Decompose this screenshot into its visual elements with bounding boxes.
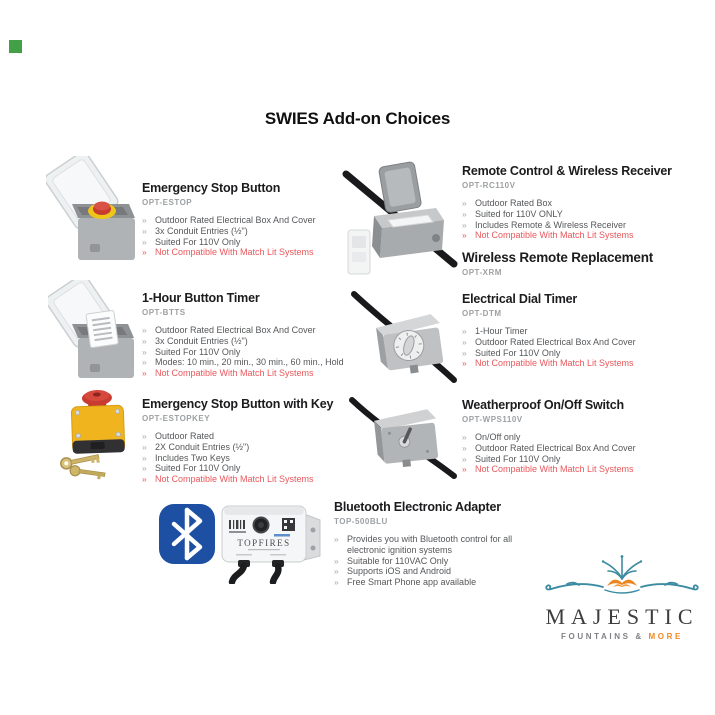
feature-text: Suited For 110V Only: [155, 236, 241, 247]
feature-item: [334, 577, 546, 588]
product-bluetooth-adapter: [334, 500, 546, 588]
product-weatherproof-switch: [462, 398, 707, 475]
product-dial-timer: [462, 292, 707, 369]
product-features: [142, 325, 352, 379]
bullet-marker: »: [334, 566, 339, 577]
bullet-marker: »: [462, 347, 467, 358]
bullet-marker: »: [142, 357, 147, 368]
estop-product-image: [46, 156, 141, 266]
feature-text: Not Compatible With Match Lit Systems: [475, 464, 634, 475]
feature-text: Outdoor Rated: [155, 431, 215, 441]
brand-logo: [538, 554, 706, 641]
bullet-marker: »: [462, 230, 467, 241]
bullet-marker: »: [142, 441, 147, 452]
bluetooth-icon: [158, 503, 216, 570]
adapter-product-image: [216, 494, 328, 584]
feature-item-warning: [142, 474, 352, 485]
product-model: OPT-BTTS: [142, 308, 186, 317]
feature-item: [462, 348, 707, 359]
bullet-marker: »: [142, 431, 147, 441]
bullet-marker: »: [462, 198, 467, 208]
feature-item: [462, 432, 707, 443]
button-timer-image: [48, 280, 140, 385]
bullet-marker: »: [462, 336, 467, 347]
product-title: Weatherproof On/Off Switch: [462, 398, 624, 412]
remote-receiver-image: [340, 158, 460, 285]
feature-item: [142, 237, 347, 248]
feature-text: Includes Remote & Wireless Receiver: [475, 219, 627, 230]
product-model: OPT-XRM: [462, 268, 502, 278]
product-features: [462, 198, 707, 241]
feature-item: [462, 454, 707, 465]
product-features: [142, 431, 352, 485]
wps-product-image: [346, 392, 458, 484]
feature-text: Suited For 110V Only: [475, 347, 561, 358]
estop-key-product-image: [52, 388, 137, 480]
product-button-timer: [142, 291, 352, 379]
feature-item: [142, 463, 352, 474]
product-features: [142, 215, 347, 258]
bullet-marker: »: [142, 346, 147, 357]
product-title: Remote Control & Wireless Receiver: [462, 164, 672, 178]
feature-item: [142, 226, 347, 237]
logo-tagline: [538, 632, 706, 641]
product-model: OPT-ESTOPKEY: [142, 414, 211, 423]
logo-wordmark: MAJESTIC: [545, 604, 699, 629]
bullet-marker: »: [462, 453, 467, 464]
product-title-wireless-remote-replacement: Wireless Remote Replacement: [462, 250, 654, 266]
feature-item-warning: [462, 230, 707, 241]
product-model: OPT-ESTOP: [142, 198, 193, 207]
product-features: [334, 534, 546, 588]
bullet-marker: »: [142, 236, 147, 247]
bullet-marker: »: [142, 463, 147, 474]
product-title: Electrical Dial Timer: [462, 292, 578, 306]
product-features: [462, 432, 707, 475]
feature-text: Outdoor Rated Box: [475, 198, 553, 208]
bullet-marker: »: [142, 335, 147, 346]
product-model: OPT-RC110V: [462, 181, 516, 190]
feature-item: [142, 442, 352, 453]
bullet-marker: »: [142, 247, 147, 258]
feature-item: [334, 566, 546, 577]
product-features: [462, 326, 707, 369]
bullet-marker: »: [462, 442, 467, 453]
bullet-marker: »: [462, 358, 467, 369]
feature-text: 3x Conduit Entries (½"): [155, 225, 248, 236]
feature-text: 3x Conduit Entries (½"): [155, 335, 248, 346]
adapter-brand-label: TOPFIRES: [237, 538, 291, 548]
page-title: SWIES Add-on Choices: [264, 109, 451, 128]
feature-text: Suited For 110V Only: [155, 346, 241, 357]
feature-text: 2X Conduit Entries (½"): [155, 441, 250, 452]
feature-text: Outdoor Rated Electrical Box And Cover: [155, 215, 316, 225]
bullet-marker: »: [462, 432, 467, 442]
feature-item: [462, 337, 707, 348]
feature-text: Not Compatible With Match Lit Systems: [155, 368, 314, 379]
feature-text: Modes: 10 min., 20 min., 30 min., 60 min., Hold: [155, 357, 344, 368]
bullet-marker: »: [142, 368, 147, 379]
bullet-marker: »: [142, 474, 147, 485]
weatherproof-switch-image: [346, 392, 458, 489]
product-emergency-stop-button: [142, 181, 347, 258]
feature-text: Suited for 110V ONLY: [475, 208, 563, 219]
feature-text: Suited For 110V Only: [475, 453, 561, 464]
feature-item: [142, 453, 352, 464]
feature-item: [142, 336, 352, 347]
feature-text: Outdoor Rated Electrical Box And Cover: [155, 325, 316, 335]
product-model: TOP-500BLU: [334, 517, 388, 526]
feature-item: [334, 556, 546, 567]
bullet-marker: »: [462, 208, 467, 219]
bluetooth-logo-icon: [158, 503, 216, 565]
green-marker: [9, 40, 22, 53]
dial-timer-image: [350, 288, 458, 393]
feature-text: Outdoor Rated Electrical Box And Cover: [475, 336, 636, 347]
feature-item: [142, 325, 352, 336]
product-title: 1-Hour Button Timer: [142, 291, 260, 305]
product-title: Bluetooth Electronic Adapter: [334, 500, 501, 514]
bullet-marker: »: [142, 452, 147, 463]
feature-item: [334, 534, 546, 556]
feature-text: Free Smart Phone app available: [347, 577, 477, 588]
feature-item: [462, 209, 707, 220]
feature-text: Not Compatible With Match Lit Systems: [475, 230, 634, 241]
remote-product-image: [340, 158, 460, 280]
feature-item: [142, 215, 347, 226]
product-remote-receiver: [462, 164, 707, 277]
feature-item-warning: [142, 247, 347, 258]
feature-text: Includes Two Keys: [155, 452, 230, 463]
product-model: OPT-WPS110V: [462, 415, 523, 424]
bluetooth-adapter-image: [216, 494, 328, 589]
feature-item: [142, 357, 352, 368]
feature-text: Not Compatible With Match Lit Systems: [155, 247, 314, 258]
feature-text: Suited For 110V Only: [155, 463, 241, 474]
dial-timer-product-image: [350, 288, 458, 388]
feature-text: Supports iOS and Android: [347, 566, 452, 577]
bullet-marker: »: [334, 577, 339, 588]
feature-text: 1-Hour Timer: [475, 326, 528, 336]
feature-item-warning: [462, 464, 707, 475]
feature-item: [462, 326, 707, 337]
feature-item: [142, 431, 352, 442]
logo-tagline-gray: FOUNTAINS &: [561, 632, 649, 641]
feature-text: Not Compatible With Match Lit Systems: [475, 358, 634, 369]
feature-text: On/Off only: [475, 432, 521, 442]
feature-item-warning: [462, 358, 707, 369]
logo-tagline-orange: MORE: [648, 632, 683, 641]
product-emergency-stop-key: [142, 397, 352, 485]
timer-product-image: [48, 280, 140, 380]
bullet-marker: »: [462, 326, 467, 336]
bullet-marker: »: [462, 219, 467, 230]
emergency-stop-button-image: [46, 156, 141, 271]
product-model: OPT-DTM: [462, 309, 502, 318]
feature-text: Not Compatible With Match Lit Systems: [155, 474, 314, 485]
bullet-marker: »: [334, 555, 339, 566]
bullet-marker: »: [462, 464, 467, 475]
feature-item: [142, 347, 352, 358]
bullet-marker: »: [142, 215, 147, 225]
logo-flourish-icon: [539, 554, 705, 598]
feature-text: Provides you with Bluetooth control for all electronic ignition systems: [347, 534, 513, 555]
feature-item: [462, 220, 707, 231]
bullet-marker: »: [142, 325, 147, 335]
product-title: Emergency Stop Button with Key: [142, 397, 334, 411]
emergency-stop-key-image: [52, 388, 137, 485]
bullet-marker: »: [142, 225, 147, 236]
feature-item-warning: [142, 368, 352, 379]
feature-item: [462, 198, 707, 209]
feature-text: Outdoor Rated Electrical Box And Cover: [475, 442, 636, 453]
feature-text: Suitable for 110VAC Only: [347, 555, 449, 566]
bullet-marker: »: [334, 534, 339, 544]
feature-item: [462, 443, 707, 454]
product-title: Emergency Stop Button: [142, 181, 281, 195]
